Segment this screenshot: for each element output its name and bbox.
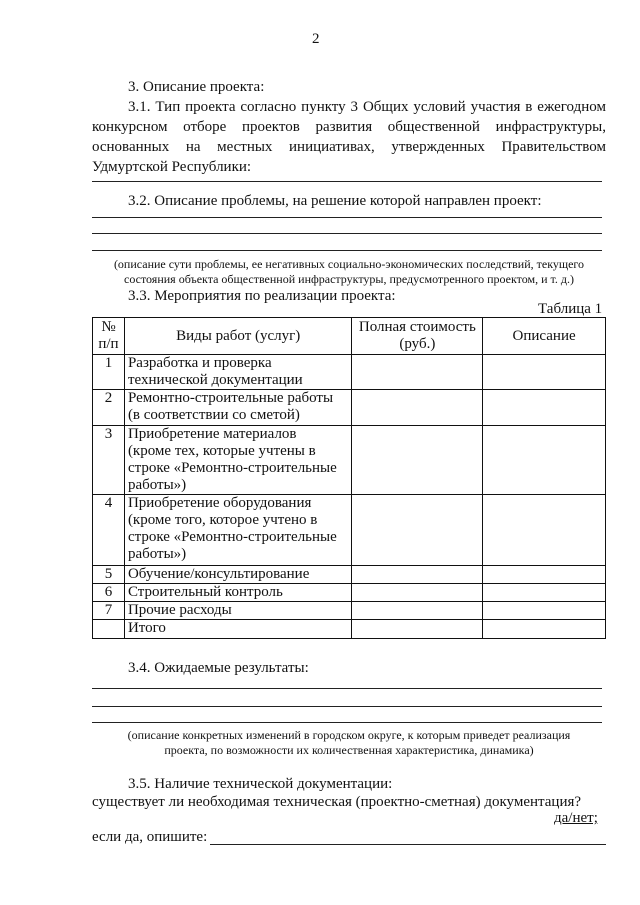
row-number: 2 <box>93 390 125 426</box>
row-work: Разработка и проверка технической документации <box>124 355 352 390</box>
table-row <box>93 602 606 620</box>
row-work: Строительный контроль <box>124 584 352 602</box>
row-cost-cell[interactable] <box>352 495 483 566</box>
row-number: 7 <box>93 602 125 620</box>
row-cost-cell[interactable] <box>352 620 483 639</box>
row-work: Прочие расходы <box>124 602 352 620</box>
row-description-cell[interactable] <box>483 620 606 639</box>
p31-line-2: конкурсном отборе проектов развития общественной инфраструктуры, <box>92 119 606 135</box>
table-row <box>93 584 606 602</box>
header-num: № п/п <box>93 318 125 355</box>
p34-answer-line-1[interactable] <box>92 688 602 689</box>
row-description-cell[interactable] <box>483 566 606 584</box>
p34-note-line-2: проекта, по возможности их количественная характеристика, динамика) <box>164 743 534 757</box>
table-row <box>93 390 606 426</box>
row-number: 4 <box>93 495 125 566</box>
p34-heading: 3.4. Ожидаемые результаты: <box>128 660 309 676</box>
p35-heading: 3.5. Наличие технической документации: <box>128 776 393 792</box>
row-cost-cell[interactable] <box>352 566 483 584</box>
table-row <box>93 495 606 566</box>
row-work: Приобретение материалов (кроме тех, которые учтены в строке «Ремонтно-строительные работы») <box>124 426 352 495</box>
page-number: 2 <box>312 31 320 47</box>
p31-line-1: 3.1. Тип проекта согласно пункту 3 Общих условий участия в ежегодном <box>128 99 606 115</box>
table-row <box>93 426 606 495</box>
p35-question: существует ли необходимая техническая (проектно-сметная) документация? <box>92 794 582 810</box>
header-cost: Полная стоимость (руб.) <box>352 318 483 355</box>
row-number: 3 <box>93 426 125 495</box>
row-cost-cell[interactable] <box>352 602 483 620</box>
p32-heading: 3.2. Описание проблемы, на решение которой направлен проект: <box>128 193 542 209</box>
row-work: Приобретение оборудования (кроме того, которое учтено в строке «Ремонтно-строительные работы») <box>124 495 352 566</box>
table-row <box>93 355 606 390</box>
p32-answer-line-2[interactable] <box>92 233 602 234</box>
row-description-cell[interactable] <box>483 390 606 426</box>
row-cost-cell[interactable] <box>352 426 483 495</box>
works-table <box>92 317 606 639</box>
row-description-cell[interactable] <box>483 426 606 495</box>
p31-line-3: основанных на местных инициативах, утвержденных Правительством <box>92 139 606 155</box>
row-work: Обучение/консультирование <box>124 566 352 584</box>
p34-note-line-1: (описание конкретных изменений в городском округе, к которым приведет реализация <box>127 728 571 742</box>
row-description-cell[interactable] <box>483 495 606 566</box>
row-number: 5 <box>93 566 125 584</box>
p34-answer-line-2[interactable] <box>92 706 602 707</box>
section-heading: 3. Описание проекта: <box>128 79 265 95</box>
row-cost-cell[interactable] <box>352 584 483 602</box>
row-number <box>93 620 125 639</box>
header-works: Виды работ (услуг) <box>124 318 352 355</box>
p35-answer-yes-no[interactable]: да/нет; <box>554 810 598 826</box>
p33-heading: 3.3. Мероприятия по реализации проекта: <box>128 288 396 304</box>
p31-answer-line[interactable] <box>92 181 602 182</box>
p32-note-line-1: (описание сути проблемы, ее негативных социально-экономических последствий, текущего <box>113 257 585 271</box>
table-row <box>93 566 606 584</box>
table-caption: Таблица 1 <box>538 301 603 317</box>
p34-answer-line-3[interactable] <box>92 722 602 723</box>
p32-answer-line-1[interactable] <box>92 217 602 218</box>
p31-line-4: Удмуртской Республики: <box>92 159 252 175</box>
p32-answer-line-3[interactable] <box>92 250 602 251</box>
p35-describe-label: если да, опишите: <box>92 829 208 845</box>
table-total-row <box>93 620 606 639</box>
row-number: 6 <box>93 584 125 602</box>
p35-describe-line[interactable] <box>210 844 606 845</box>
table-header-row <box>93 318 606 355</box>
row-number: 1 <box>93 355 125 390</box>
row-description-cell[interactable] <box>483 584 606 602</box>
row-cost-cell[interactable] <box>352 355 483 390</box>
header-description: Описание <box>483 318 606 355</box>
row-work: Итого <box>124 620 352 639</box>
row-cost-cell[interactable] <box>352 390 483 426</box>
row-work: Ремонтно-строительные работы (в соответствии со сметой) <box>124 390 352 426</box>
row-description-cell[interactable] <box>483 602 606 620</box>
row-description-cell[interactable] <box>483 355 606 390</box>
p32-note-line-2: состояния объекта общественной инфраструктуры, предусмотренного проектом, и т. д.) <box>124 272 574 286</box>
